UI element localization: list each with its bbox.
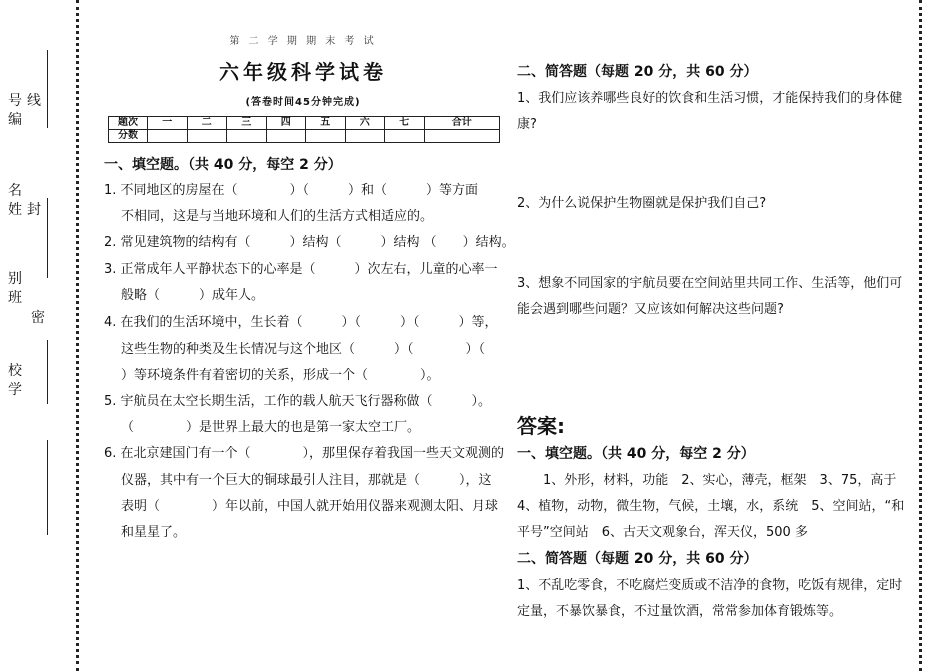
table-cell: 六 — [345, 117, 385, 130]
question-line: ）等环境条件有着密切的关系，形成一个（ ）。 — [121, 368, 440, 383]
binding-rule — [47, 440, 48, 535]
table-cell: 四 — [266, 117, 306, 130]
binding-rule — [47, 198, 48, 278]
binding-label: 姓 — [8, 202, 22, 218]
score-cell[interactable] — [345, 130, 385, 143]
question-line: 表明（ ）年以前，中国人就开始用仪器来观测太阳、月球 — [121, 499, 499, 514]
answer-line: 1、不乱吃零食，不吃腐烂变质或不洁净的食物，吃饭有规律，定时 — [517, 578, 903, 593]
question-line: 康? — [517, 117, 537, 132]
score-cell[interactable] — [385, 130, 425, 143]
time-note: (答卷时间45分钟完成) — [245, 97, 361, 108]
question-line: 4. 在我们的生活环境中，生长着（ ）（ ）（ ）等， — [104, 315, 498, 330]
score-cell[interactable] — [187, 130, 227, 143]
question-line: 和星星了。 — [121, 525, 187, 540]
question-line: 般略（ ）成年人。 — [121, 288, 265, 303]
question-line: 能会遇到哪些问题？又应该如何解决这些问题? — [517, 302, 784, 317]
binding-rule — [47, 340, 48, 404]
table-row — [109, 117, 500, 130]
answer-line: 1、外形，材料，功能 2、实心，薄壳，框架 3、75，高于 — [517, 473, 897, 488]
page-title: 六年级科学试卷 — [219, 60, 387, 84]
score-cell[interactable] — [306, 130, 346, 143]
right-dotted-line — [919, 0, 922, 671]
table-row — [109, 130, 500, 143]
question-line: 3. 正常成年人平静状态下的心率是（ ）次左右，儿童的心率一 — [104, 262, 498, 277]
binding-label: 号 — [8, 93, 22, 109]
table-cell: 五 — [306, 117, 346, 130]
score-cell[interactable] — [227, 130, 267, 143]
section-heading: 一、填空题。（共 40 分，每空 2 分） — [517, 446, 755, 462]
question-line: 不相同，这是与当地环境和人们的生活方式相适应的。 — [121, 209, 434, 224]
table-cell: 一 — [148, 117, 188, 130]
binding-label: 封 — [27, 202, 41, 218]
question-line: （ ）是世界上最大的也是第一家太空工厂。 — [121, 420, 421, 435]
table-cell: 七 — [385, 117, 425, 130]
question-line: 2、为什么说保护生物圈就是保护我们自己? — [517, 196, 767, 211]
question-line: 仪器，其中有一个巨大的铜球最引人注目，那就是（ ），这 — [121, 473, 492, 488]
score-cell[interactable] — [424, 130, 500, 143]
score-table — [108, 116, 500, 143]
section-heading: 二、简答题（每题 20 分，共 60 分） — [517, 64, 758, 80]
table-cell: 三 — [227, 117, 267, 130]
binding-label: 密 — [31, 310, 45, 326]
answer-title: 答案: — [517, 414, 565, 438]
question-line: 1. 不同地区的房屋在（ ）（ ）和（ ）等方面 — [104, 183, 479, 198]
binding-dotted-line — [76, 0, 79, 671]
exam-subtitle: 第 二 学 期 期 末 考 试 — [229, 36, 377, 47]
score-cell[interactable] — [266, 130, 306, 143]
binding-label: 学 — [8, 382, 22, 398]
question-line: 2. 常见建筑物的结构有（ ）结构（ ）结构 （ ）结构。 — [104, 235, 515, 250]
answer-line: 4、植物，动物，微生物，气候，土壤，水，系统 5、空间站，“和 — [517, 499, 905, 514]
binding-margin — [0, 0, 78, 671]
binding-label: 名 — [8, 183, 22, 199]
question-line: 3、想象不同国家的宇航员要在空间站里共同工作、生活等，他们可 — [517, 276, 903, 291]
table-cell: 分数 — [109, 130, 148, 143]
binding-label: 班 — [8, 290, 22, 306]
question-line: 这些生物的种类及生长情况与这个地区（ ）（ ）（ — [121, 342, 486, 357]
table-cell: 合计 — [424, 117, 500, 130]
question-line: 6. 在北京建国门有一个（ ），那里保存着我国一些天文观测的 — [104, 446, 505, 461]
binding-label: 别 — [8, 271, 22, 287]
question-line: 1、我们应该养哪些良好的饮食和生活习惯，才能保持我们的身体健 — [517, 91, 903, 106]
binding-label: 校 — [8, 363, 22, 379]
score-cell[interactable] — [148, 130, 188, 143]
question-line: 5. 宇航员在太空长期生活，工作的载人航天飞行器称做（ ）。 — [104, 394, 492, 409]
answer-line: 平号”空间站 6、古天文观象台，浑天仪，500 多 — [517, 525, 808, 540]
answer-line: 定量，不暴饮暴食，不过量饮酒，常常参加体育锻炼等。 — [517, 604, 843, 619]
binding-label: 线 — [27, 93, 41, 109]
table-cell: 题次 — [109, 117, 148, 130]
section-heading: 一、填空题。（共 40 分，每空 2 分） — [104, 157, 342, 173]
binding-label: 编 — [8, 112, 22, 128]
binding-rule — [47, 50, 48, 128]
section-heading: 二、简答题（每题 20 分，共 60 分） — [517, 551, 758, 567]
table-cell: 二 — [187, 117, 227, 130]
